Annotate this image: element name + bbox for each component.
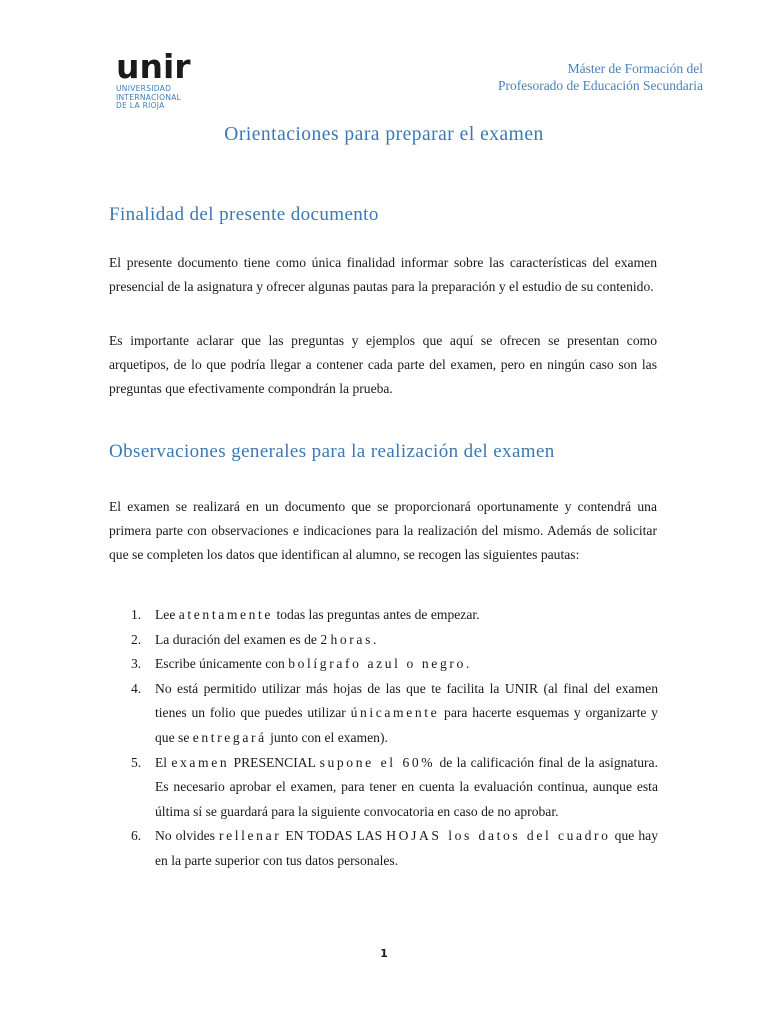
section-heading-observaciones: Observaciones generales para la realización del examen xyxy=(109,441,555,462)
document-title: Orientaciones para preparar el examen xyxy=(224,124,544,145)
paragraph: El examen se realizará en un documento que se proporcionará oportunamente y contendrá una primera parte con observaciones e indicaciones para la realización del mismo. Además de solicitar que se completen los datos que identifican al alumno, se recogen las siguientes pautas: xyxy=(109,499,657,562)
logo-sub-line: UNIVERSIDAD xyxy=(116,84,172,93)
list-item: 6. No olvides rellenar EN TODAS LAS HOJAS los datos del cuadro que hay en la parte superior con tus datos personales. xyxy=(109,824,658,873)
logo-sub-line: DE LA RIOJA xyxy=(116,101,165,110)
guidelines-list xyxy=(109,603,658,874)
list-item: 3. Escribe únicamente con bolígrafo azul o negro. xyxy=(109,652,658,677)
list-number: 4. xyxy=(131,680,142,696)
unir-logo xyxy=(116,47,226,111)
logo-wordmark: unir xyxy=(116,47,191,86)
list-number: 6. xyxy=(131,828,142,844)
page-number: 1 xyxy=(380,947,388,960)
list-number: 2. xyxy=(131,631,142,647)
list-item: 2. La duración del examen es de 2 horas. xyxy=(109,628,658,653)
logo-subtitle xyxy=(116,85,226,111)
logo-sub-line: INTERNACIONAL xyxy=(116,92,182,102)
header-program xyxy=(498,60,703,94)
list-item: 4. No está permitido utilizar más hojas de las que te facilita la UNIR (al final del examen tienes un folio que puedes utilizar únicamente para hacerte esquemas y organizarte y que se entregará junto con el examen). xyxy=(109,677,658,751)
section-heading-finalidad: Finalidad del presente documento xyxy=(109,204,379,225)
paragraph: Es importante aclarar que las preguntas y ejemplos que aquí se ofrecen se presentan como arquetipos, de lo que podría llegar a contener cada parte del examen, pero en ningún caso son las preguntas que efectivamente compondrán la prueba. xyxy=(109,333,657,396)
list-item: 5. El examen PRESENCIAL supone el 60% de la calificación final de la asignatura. Es necesario aprobar el examen, para tener en cuenta la evaluación continua, aunque esta última sí se guardará para la siguiente convocatoria en caso de no aprobar. xyxy=(109,751,658,825)
header-line: Profesorado de Educación Secundaria xyxy=(497,78,703,93)
header-line: Máster de Formación del xyxy=(567,61,703,76)
list-number: 5. xyxy=(131,754,142,770)
paragraph: El presente documento tiene como única finalidad informar sobre las características del examen presencial de la asignatura y ofrecer algunas pautas para la preparación y el estudio de su contenido. xyxy=(109,255,657,294)
list-item: 1. Lee atentamente todas las preguntas antes de empezar. xyxy=(109,603,658,628)
list-number: 1. xyxy=(131,607,142,622)
list-number: 3. xyxy=(131,656,142,672)
